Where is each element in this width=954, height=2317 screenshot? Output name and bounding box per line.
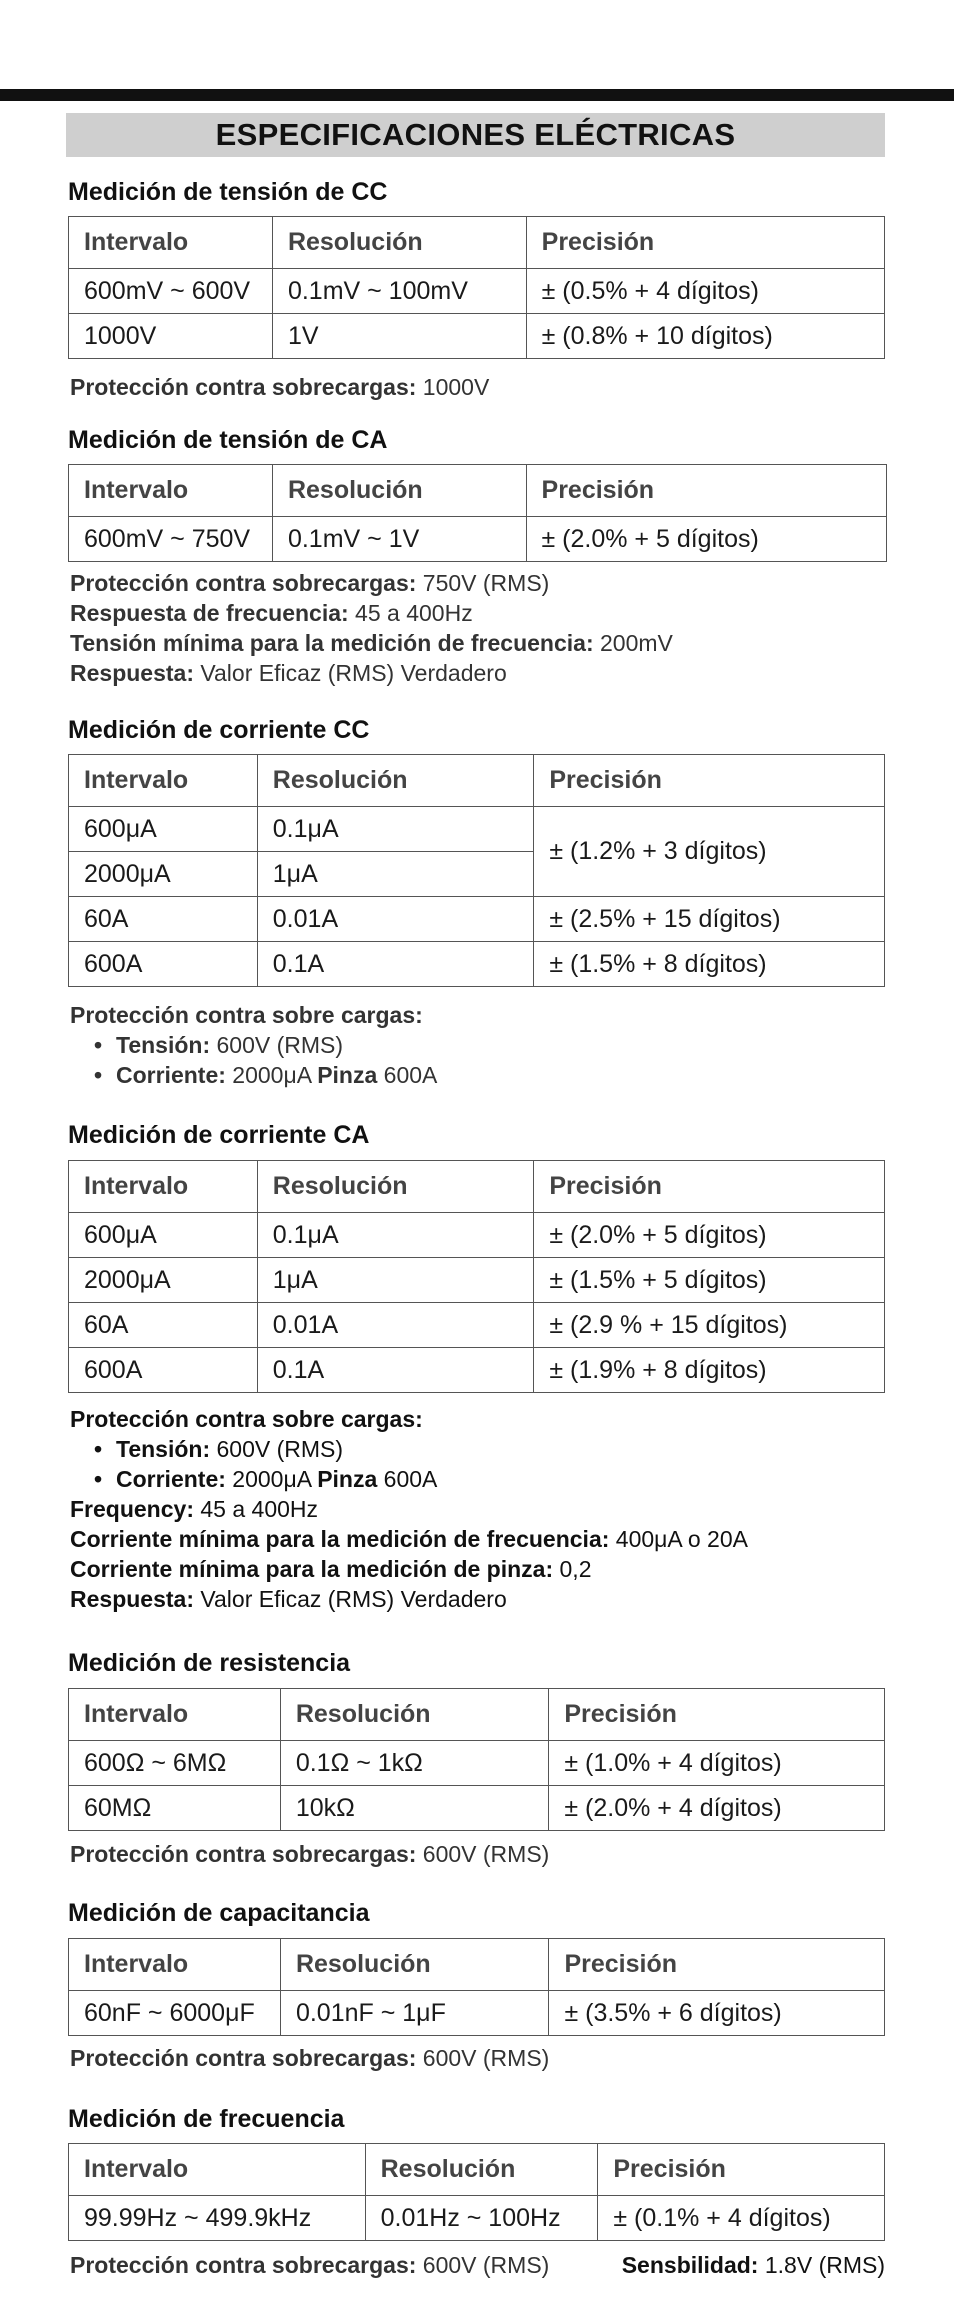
cell-resolution: 0.01A <box>257 1303 534 1348</box>
bullet-label: Corriente: <box>116 1062 226 1088</box>
cell-range: 2000μA <box>69 852 258 897</box>
note-value: 600V (RMS) <box>416 1841 550 1867</box>
note-label: Corriente mínima para la medición de frecuencia: <box>70 1526 610 1552</box>
bullet-value: 600A <box>377 1062 438 1088</box>
cell-accuracy-merged: ± (1.2% + 3 dígitos) <box>534 807 885 897</box>
cell-resolution: 0.01Hz ~ 100Hz <box>365 2196 598 2241</box>
table-row <box>69 2196 885 2241</box>
table-row <box>69 1786 885 1831</box>
cell-range: 600μA <box>69 1213 258 1258</box>
cell-range: 60nF ~ 6000μF <box>69 1991 281 2036</box>
note-value: 45 a 400Hz <box>348 600 473 626</box>
table-row <box>69 897 885 942</box>
bullet-bold: Pinza <box>317 1062 378 1088</box>
header-resolution: Resolución <box>365 2144 598 2196</box>
bullet-value: 2000μA <box>225 1062 318 1088</box>
cell-accuracy: ± (1.5% + 8 dígitos) <box>534 942 885 987</box>
bullet-value: 600V (RMS) <box>210 1032 344 1058</box>
cell-range: 60A <box>69 1303 258 1348</box>
frequency-notes <box>70 2250 885 2280</box>
cell-accuracy: ± (0.8% + 10 dígitos) <box>526 314 884 359</box>
resistance-title: Medición de resistencia <box>68 1649 351 1677</box>
dc-voltage-title: Medición de tensión de CC <box>68 178 388 206</box>
header-resolution: Resolución <box>272 217 526 269</box>
ac-voltage-table <box>68 464 887 562</box>
bullet-value: 600A <box>377 1466 438 1492</box>
header-range: Intervalo <box>69 465 273 517</box>
table-row <box>69 807 885 852</box>
note-value: 400μA o 20A <box>609 1526 748 1552</box>
note-label: Protección contra sobre cargas: <box>70 1406 423 1432</box>
frequency-title: Medición de frecuencia <box>68 2105 345 2133</box>
note-value: 200mV <box>593 630 673 656</box>
table-row <box>69 1348 885 1393</box>
header-range: Intervalo <box>69 1939 281 1991</box>
cell-resolution: 0.1A <box>257 942 534 987</box>
cell-accuracy: ± (2.9 % + 15 dígitos) <box>534 1303 885 1348</box>
cell-accuracy: ± (1.0% + 4 dígitos) <box>549 1741 885 1786</box>
cell-range: 99.99Hz ~ 499.9kHz <box>69 2196 366 2241</box>
note-label: Respuesta: <box>70 660 194 686</box>
dc-current-table <box>68 754 885 987</box>
dc-current-title: Medición de corriente CC <box>68 716 370 744</box>
sensitivity-value: 1.8V (RMS) <box>758 2252 885 2278</box>
cell-range: 600mV ~ 750V <box>69 517 273 562</box>
page-title: ESPECIFICACIONES ELÉCTRICAS <box>66 113 885 157</box>
capacitance-table <box>68 1938 885 2036</box>
note-label: Frequency: <box>70 1496 194 1522</box>
note-value: 600V (RMS) <box>416 2252 550 2278</box>
cell-range: 60MΩ <box>69 1786 281 1831</box>
header-resolution: Resolución <box>280 1689 549 1741</box>
table-row <box>69 314 885 359</box>
table-row <box>69 1258 885 1303</box>
header-resolution: Resolución <box>257 1161 534 1213</box>
table-row <box>69 942 885 987</box>
header-accuracy: Precisión <box>534 755 885 807</box>
cell-accuracy: ± (1.5% + 5 dígitos) <box>534 1258 885 1303</box>
ac-voltage-notes <box>70 568 673 688</box>
table-header-row <box>69 465 887 517</box>
cell-resolution: 0.1mV ~ 100mV <box>272 269 526 314</box>
note-value: 45 a 400Hz <box>193 1496 319 1522</box>
cell-range: 600μA <box>69 807 258 852</box>
note-value: Valor Eficaz (RMS) Verdadero <box>193 660 507 686</box>
cell-resolution: 10kΩ <box>280 1786 549 1831</box>
cell-accuracy: ± (2.5% + 15 dígitos) <box>534 897 885 942</box>
header-accuracy: Precisión <box>598 2144 885 2196</box>
capacitance-notes <box>70 2043 549 2073</box>
table-row <box>69 1213 885 1258</box>
table-row <box>69 1303 885 1348</box>
cell-accuracy: ± (1.9% + 8 dígitos) <box>534 1348 885 1393</box>
table-row <box>69 517 887 562</box>
table-row <box>69 269 885 314</box>
header-range: Intervalo <box>69 755 258 807</box>
resistance-notes <box>70 1839 549 1869</box>
resistance-table <box>68 1688 885 1831</box>
top-rule <box>0 89 954 101</box>
cell-resolution: 0.1mV ~ 1V <box>272 517 526 562</box>
note-label: Protección contra sobrecargas: <box>70 374 417 400</box>
frequency-table <box>68 2143 885 2241</box>
cell-accuracy: ± (0.1% + 4 dígitos) <box>598 2196 885 2241</box>
header-accuracy: Precisión <box>534 1161 885 1213</box>
cell-resolution: 0.01A <box>257 897 534 942</box>
table-header-row <box>69 217 885 269</box>
cell-range: 600A <box>69 1348 258 1393</box>
ac-current-notes <box>70 1404 748 1614</box>
cell-resolution: 1μA <box>257 852 534 897</box>
note-label: Protección contra sobrecargas: <box>70 2045 417 2071</box>
cell-resolution: 0.1μA <box>257 807 534 852</box>
header-range: Intervalo <box>69 217 273 269</box>
note-label: Protección contra sobre cargas: <box>70 1002 423 1028</box>
cell-accuracy: ± (2.0% + 5 dígitos) <box>526 517 886 562</box>
note-label: Tensión mínima para la medición de frecuencia: <box>70 630 594 656</box>
note-value: Valor Eficaz (RMS) Verdadero <box>193 1586 507 1612</box>
header-accuracy: Precisión <box>526 217 884 269</box>
ac-current-title: Medición de corriente CA <box>68 1121 370 1149</box>
table-header-row <box>69 755 885 807</box>
bullet-label: Corriente: <box>116 1466 226 1492</box>
note-value: 750V (RMS) <box>416 570 550 596</box>
cell-resolution: 1μA <box>257 1258 534 1303</box>
cell-resolution: 1V <box>272 314 526 359</box>
table-row <box>69 1741 885 1786</box>
bullet-label: Tensión: <box>116 1436 211 1462</box>
cell-range: 1000V <box>69 314 273 359</box>
sensitivity-label: Sensbilidad: <box>621 2252 759 2278</box>
table-header-row <box>69 1689 885 1741</box>
note-value: 0,2 <box>553 1556 592 1582</box>
table-header-row <box>69 1939 885 1991</box>
capacitance-title: Medición de capacitancia <box>68 1899 370 1927</box>
cell-range: 600Ω ~ 6MΩ <box>69 1741 281 1786</box>
bullet-bold: Pinza <box>317 1466 378 1492</box>
cell-resolution: 0.1μA <box>257 1213 534 1258</box>
cell-range: 600A <box>69 942 258 987</box>
dc-current-notes <box>70 1000 437 1090</box>
bullet-label: Tensión: <box>116 1032 211 1058</box>
cell-resolution: 0.01nF ~ 1μF <box>280 1991 549 2036</box>
dc-voltage-table <box>68 216 885 359</box>
header-resolution: Resolución <box>257 755 534 807</box>
header-accuracy: Precisión <box>549 1939 885 1991</box>
cell-range: 2000μA <box>69 1258 258 1303</box>
cell-accuracy: ± (2.0% + 5 dígitos) <box>534 1213 885 1258</box>
header-accuracy: Precisión <box>549 1689 885 1741</box>
note-label: Protección contra sobrecargas: <box>70 2252 417 2278</box>
header-range: Intervalo <box>69 1689 281 1741</box>
ac-voltage-title: Medición de tensión de CA <box>68 426 388 454</box>
note-label: Protección contra sobrecargas: <box>70 570 417 596</box>
ac-current-table <box>68 1160 885 1393</box>
header-range: Intervalo <box>69 1161 258 1213</box>
note-label: Respuesta: <box>70 1586 194 1612</box>
bullet-value: 2000μA <box>225 1466 318 1492</box>
bullet-value: 600V (RMS) <box>210 1436 344 1462</box>
header-accuracy: Precisión <box>526 465 886 517</box>
note-value: 1000V <box>416 374 490 400</box>
header-resolution: Resolución <box>280 1939 549 1991</box>
note-label: Respuesta de frecuencia: <box>70 600 349 626</box>
note-value: 600V (RMS) <box>416 2045 550 2071</box>
table-row <box>69 1991 885 2036</box>
cell-accuracy: ± (3.5% + 6 dígitos) <box>549 1991 885 2036</box>
table-header-row <box>69 2144 885 2196</box>
cell-accuracy: ± (2.0% + 4 dígitos) <box>549 1786 885 1831</box>
header-range: Intervalo <box>69 2144 366 2196</box>
header-resolution: Resolución <box>272 465 526 517</box>
cell-resolution: 0.1A <box>257 1348 534 1393</box>
cell-resolution: 0.1Ω ~ 1kΩ <box>280 1741 549 1786</box>
note-label: Corriente mínima para la medición de pinza: <box>70 1556 554 1582</box>
cell-range: 600mV ~ 600V <box>69 269 273 314</box>
dc-voltage-notes <box>70 372 489 402</box>
cell-range: 60A <box>69 897 258 942</box>
table-header-row <box>69 1161 885 1213</box>
note-label: Protección contra sobrecargas: <box>70 1841 417 1867</box>
cell-accuracy: ± (0.5% + 4 dígitos) <box>526 269 884 314</box>
